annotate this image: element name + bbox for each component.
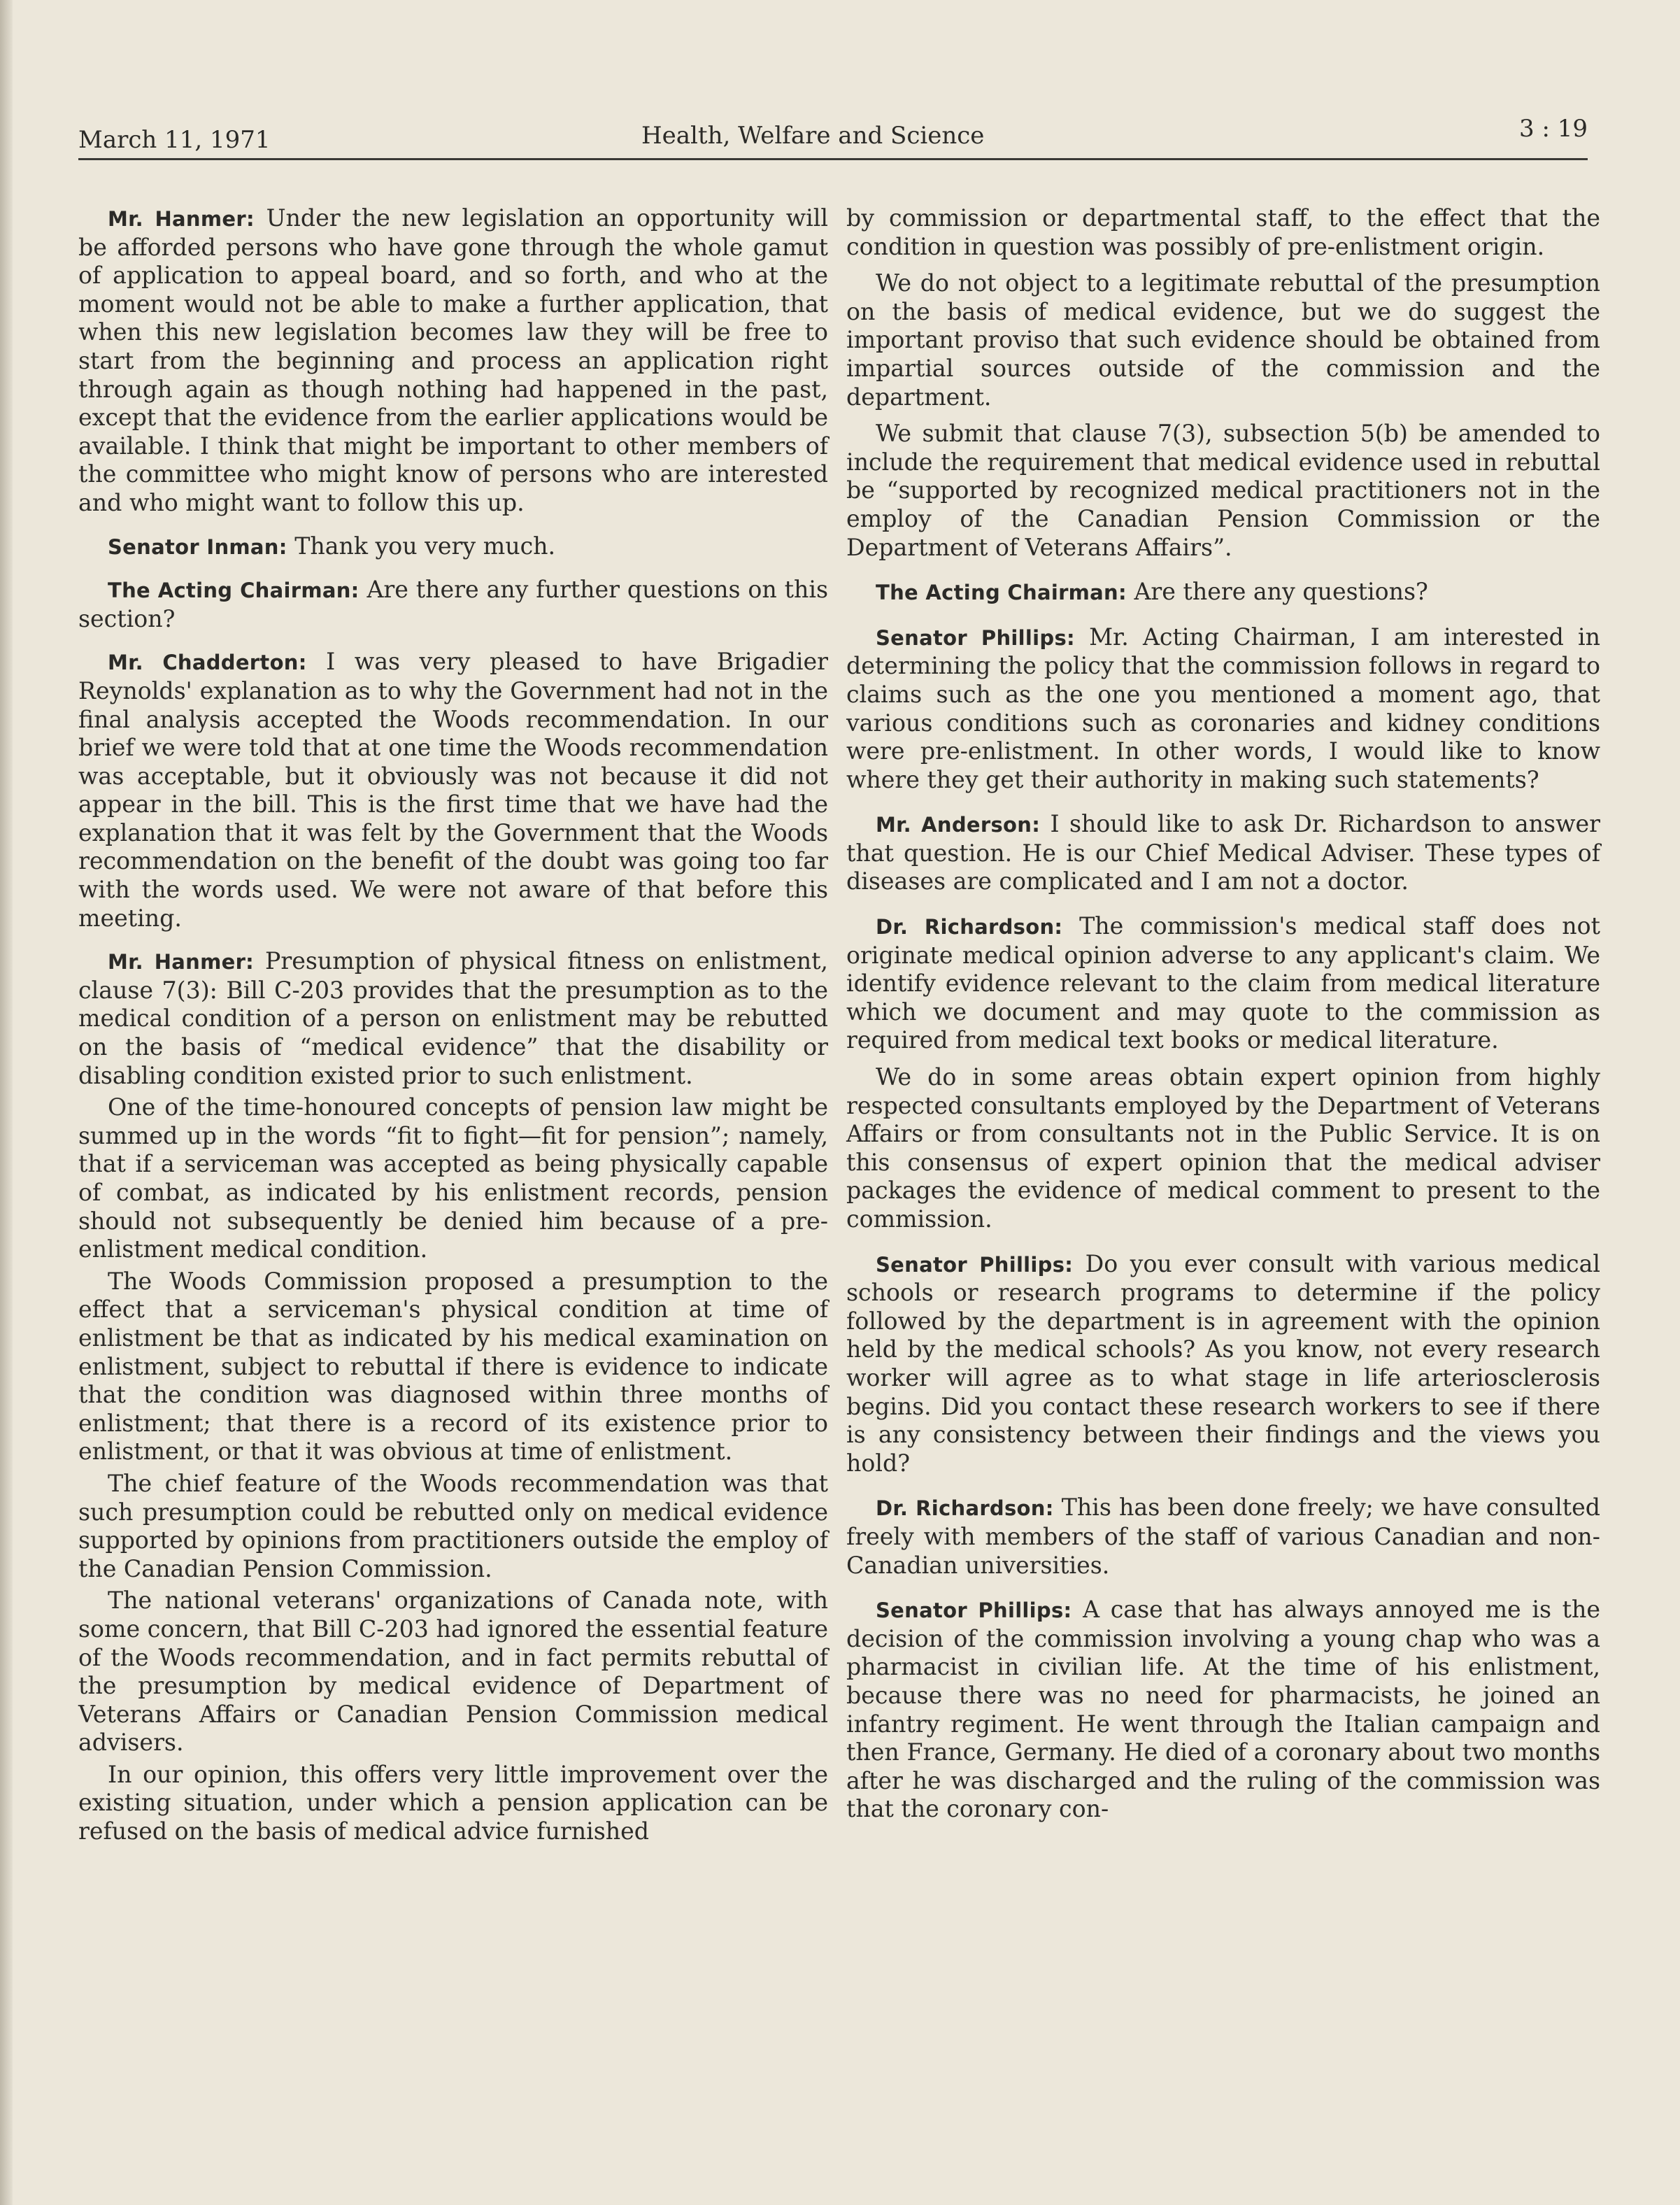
speaker-paragraph xyxy=(78,204,828,518)
paragraph-text: This has been done freely; we have consulted freely with members of the staff of various Canadian and non-Canadian universities. xyxy=(846,1494,1600,1579)
paragraph-text: We do not object to a legitimate rebuttal of the presumption on the basis of medical evidence, but we do suggest the important proviso that such evidence should be obtained from impartial sources outside of the commission and the department. xyxy=(846,269,1600,411)
text-paragraph xyxy=(78,1761,828,1846)
paragraph-text: I should like to ask Dr. Richardson to answer that question. He is our Chief Medical Adviser. These types of diseases are complicated and I am not a doctor. xyxy=(846,810,1600,895)
paragraph-text: The Woods Commission proposed a presumption to the effect that a serviceman's physical condition at time of enlistment be that as indicated by his medical examination on enlistment, subject to rebuttal if there is evidence to indicate that the condition was diagnosed within three months of enlistment; that there is a record of its existence prior to enlistment, or that it was obvious at time of enlistment. xyxy=(78,1267,828,1466)
page-binding-edge xyxy=(0,0,13,2205)
speaker-name: Mr. Hanmer: xyxy=(108,207,255,231)
speaker-name: Senator Inman: xyxy=(108,534,287,559)
paragraph-text: In our opinion, this offers very little improvement over the existing situation, under which a pension application can be refused on the basis of medical advice furnished xyxy=(78,1760,828,1845)
speaker-name: The Acting Chairman: xyxy=(108,579,360,603)
text-paragraph xyxy=(78,1587,828,1757)
speaker-name: Senator Phillips: xyxy=(876,1598,1072,1623)
speaker-name: Mr. Chadderton: xyxy=(108,651,307,675)
text-paragraph xyxy=(78,1268,828,1466)
speaker-name: Mr. Anderson: xyxy=(876,813,1041,837)
header-title: Health, Welfare and Science xyxy=(641,122,985,150)
paragraph-text: Are there any questions? xyxy=(1134,578,1428,606)
running-header xyxy=(78,112,1588,160)
paragraph-text: Thank you very much. xyxy=(294,532,556,560)
paragraph-text: A case that has always annoyed me is the decision of the commission involving a young chap who was a pharmacist in civilian life. At the time of his enlistment, because there was no need for pharmacists, he joined an infantry regiment. He went through the Italian campaign and then France, Germany. He died of a coronary about two months after he was discharged and the ruling of the commission was that the coronary con- xyxy=(846,1596,1600,1823)
speaker-name: Dr. Richardson: xyxy=(876,915,1063,940)
paragraph-text: I was very pleased to have Brigadier Reynolds' explanation as to why the Government had not in the final analysis accepted the Woods recommendation. In our brief we were told that at one time the Woods recommendation was acceptable, but it obviously was not because it did not appear in the bill. This is the first time that we have had the explanation that it was felt by the Government that the Woods recommendation on the benefit of the doubt was going too far with the words used. We were not aware of that before this meeting. xyxy=(78,648,828,932)
speaker-name: The Acting Chairman: xyxy=(876,581,1127,605)
header-date: March 11, 1971 xyxy=(78,126,271,154)
paragraph-text: Are there any further questions on this section? xyxy=(78,576,828,632)
speaker-paragraph xyxy=(78,576,828,633)
text-paragraph xyxy=(846,1063,1600,1234)
paragraph-text: The chief feature of the Woods recommendation was that such presumption could be rebutted only on medical evidence supported by opinions from practitioners outside the employ of the Canadian Pension Commission. xyxy=(78,1469,828,1582)
left-column xyxy=(78,204,828,1861)
text-paragraph xyxy=(846,420,1600,562)
speaker-paragraph xyxy=(78,532,828,562)
speaker-paragraph xyxy=(78,947,828,1090)
paragraph-text: by commission or departmental staff, to the effect that the condition in question was possibly of pre-enlistment origin. xyxy=(846,204,1600,260)
text-paragraph xyxy=(846,269,1600,411)
speaker-paragraph xyxy=(846,1250,1600,1478)
paragraph-text: Presumption of physical fitness on enlistment, clause 7(3): Bill C-203 provides that the presumption as to the medical condition of a person on enlistment may be rebutted on the basis of “medical evidence” that the disability or disabling condition existed prior to such enlistment. xyxy=(78,947,828,1089)
speaker-paragraph xyxy=(846,1494,1600,1580)
speaker-name: Senator Phillips: xyxy=(876,625,1075,650)
paragraph-text: Mr. Acting Chairman, I am interested in determining the policy that the commission follows in regard to claims such as the one you mentioned a moment ago, that various conditions such as coronaries and kidney conditions were pre-enlistment. In other words, I would like to know where they get their authority in making such statements? xyxy=(846,623,1600,793)
paragraph-text: Do you ever consult with various medical schools or research programs to determine if the policy followed by the department is in agreement with the opinion held by the medical schools? As you know, not every research worker will agree as to what stage in life arteriosclerosis begins. Did you contact these research workers to see if there is any consistency between their findings and the views you hold? xyxy=(846,1249,1600,1477)
text-paragraph xyxy=(846,204,1600,261)
speaker-name: Senator Phillips: xyxy=(876,1252,1074,1277)
paragraph-text: We do in some areas obtain expert opinion from highly respected consultants employed by the Department of Veterans Affairs or from consultants not in the Public Service. It is on this consensus of expert opinion that the medical adviser packages the evidence of medical comment to present to the commission. xyxy=(846,1063,1600,1233)
paragraph-text: The national veterans' organizations of Canada note, with some concern, that Bill C-203 had ignored the essential feature of the Woods recommendation, and in fact permits rebuttal of the presumption by medical evidence of Department of Veterans Affairs or Canadian Pension Commission medical advisers. xyxy=(78,1587,828,1757)
speaker-paragraph xyxy=(78,648,828,933)
paragraph-text: Under the new legislation an opportunity will be afforded persons who have gone through the whole gamut of application to appeal board, and so forth, and who at the moment would not be able to make a further application, that when this new legislation becomes law they will be free to start from the beginning and process an application right through again as though nothing had happened in the past, except that the evidence from the earlier applications would be available. I think that might be important to other members of the committee who might know of persons who are interested and who might want to follow this up. xyxy=(78,204,828,516)
speaker-paragraph xyxy=(846,810,1600,896)
speaker-paragraph xyxy=(846,1596,1600,1824)
text-paragraph xyxy=(78,1470,828,1583)
speaker-paragraph xyxy=(846,912,1600,1055)
paragraph-text: One of the time-honoured concepts of pension law might be summed up in the words “fit to fight—fit for pension”; namely, that if a serviceman was accepted as being physically capable of combat, as indicated by his enlistment records, pension should not subsequently be denied him because of a pre-enlistment medical condition. xyxy=(78,1093,828,1263)
header-page-number: 3 : 19 xyxy=(1519,115,1588,143)
text-paragraph xyxy=(78,1093,828,1264)
right-column xyxy=(846,204,1600,1840)
paragraph-text: We submit that clause 7(3), subsection 5(b) be amended to include the requirement that medical evidence used in rebuttal be “supported by recognized medical practitioners not in the employ of the Canadian Pension Commission or the Department of Veterans Affairs”. xyxy=(846,420,1600,561)
paragraph-text: The commission's medical staff does not originate medical opinion adverse to any applicant's claim. We identify evidence relevant to the claim from medical literature which we document and may quote to the commission as required from medical text books or medical literature. xyxy=(846,912,1600,1054)
speaker-paragraph xyxy=(846,623,1600,795)
speaker-name: Mr. Hanmer: xyxy=(108,950,255,974)
speaker-paragraph xyxy=(846,578,1600,607)
speaker-name: Dr. Richardson: xyxy=(876,1496,1054,1521)
